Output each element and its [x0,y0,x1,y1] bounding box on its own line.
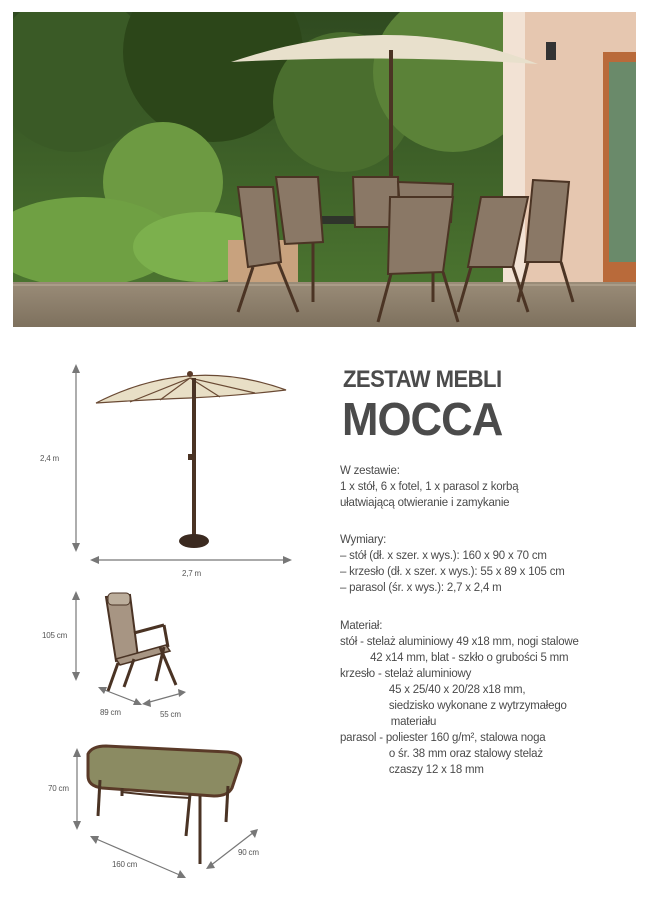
material-chair-4: materiału [390,714,437,728]
chair-depth-label: 89 cm [100,708,121,717]
material-umbrella-1: parasol - poliester 160 g/m², stalowa noga [340,730,546,744]
material-chair-2: 45 x 25/40 x 20/28 x18 mm, [388,682,526,696]
dimensions-chair: – krzesło (dł. x szer. x wys.): 55 x 89 x 105 cm [340,564,565,578]
material-label: Materiał: [340,618,383,632]
table-length-label: 160 cm [112,860,138,869]
material-table-1: stół - stelaż aluminiowy 49 x18 mm, nogi stalowe [340,634,579,648]
chair-diagram [60,585,200,720]
table-diagram [60,740,280,880]
set-line2: ułatwiającą otwieranie i zamykanie [340,495,510,509]
set-line1: 1 x stół, 6 x fotel, 1 x parasol z korbą [340,479,519,493]
heading-line1: ZESTAW MEBLI [343,366,502,393]
umbrella-diagram [40,360,310,580]
material-umbrella-2: o śr. 38 mm oraz stalowy stelaż [388,746,543,760]
material-chair-1: krzesło - stelaż aluminiowy [340,666,472,680]
material-umbrella-3: czaszy 12 x 18 mm [388,762,484,776]
heading-product-name: MOCCA [342,393,503,445]
umbrella-height-label: 2,4 m [40,454,60,463]
chair-width-label: 55 cm [160,710,181,719]
patio-scene [13,12,636,327]
dimensions-section [340,531,565,595]
material-table-2: 42 x14 mm, blat - szkło o grubości 5 mm [370,650,569,664]
set-label: W zestawie: [340,463,400,477]
umbrella-width-label: 2,7 m [182,569,202,578]
chair-height-label: 105 cm [42,631,68,640]
hero-photo [13,12,636,327]
table-height-label: 70 cm [48,784,69,793]
dimensions-umbrella: – parasol (śr. x wys.): 2,7 x 2,4 m [340,580,502,594]
dimensions-label: Wymiary: [340,532,387,546]
material-chair-3: siedzisko wykonane z wytrzymałego [388,698,567,712]
material-section [340,617,579,777]
table-width-label: 90 cm [238,848,259,857]
set-section [340,462,518,510]
dimensions-table: – stół (dł. x szer. x wys.): 160 x 90 x 70 cm [340,548,547,562]
